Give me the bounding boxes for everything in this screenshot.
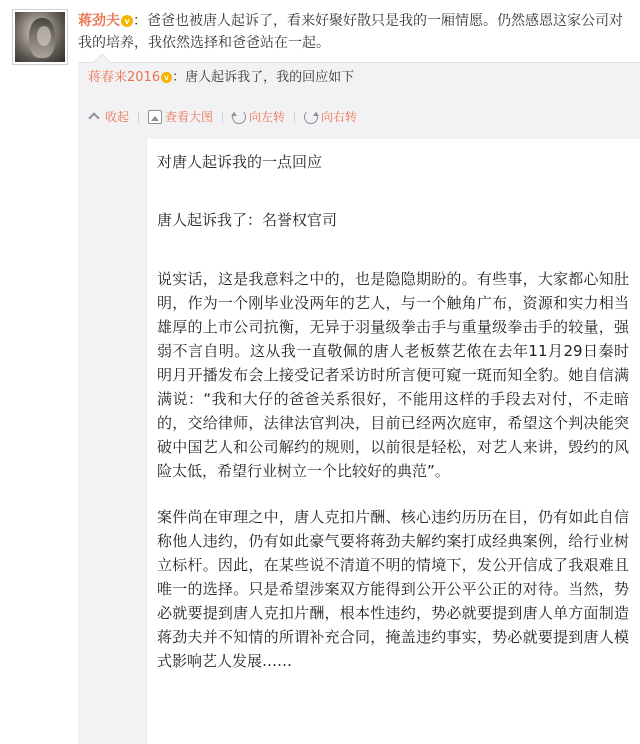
rotate-right-button[interactable] <box>304 107 357 127</box>
document-image[interactable] <box>146 139 640 744</box>
repost-pointer <box>94 54 111 71</box>
post-body <box>78 10 634 54</box>
view-large-label: 查看大图 <box>165 110 214 124</box>
collapse-label: 收起 <box>105 110 130 124</box>
document-title: 对唐人起诉我的一点回应 <box>157 153 323 171</box>
avatar[interactable] <box>12 9 68 65</box>
view-large-button[interactable] <box>148 107 213 127</box>
collapse-icon <box>88 110 102 124</box>
rotate-right-icon <box>304 110 318 124</box>
post-text: 爸爸也被唐人起诉了，看来好聚好散只是我的一厢情愿。仍然感恩这家公司对我的培养，我依然选择和爸爸站在一起。 <box>78 13 623 51</box>
repost-author-link[interactable]: 蒋春来2016 <box>88 70 161 85</box>
repost-panel <box>78 62 640 744</box>
collapse-button[interactable] <box>88 107 129 127</box>
v-badge-icon: v <box>161 72 172 83</box>
document-content <box>147 139 629 673</box>
rotate-left-icon <box>232 110 246 124</box>
rotate-left-button[interactable] <box>232 107 285 127</box>
toolbar-divider <box>222 111 223 123</box>
image-icon <box>148 110 162 124</box>
repost-colon: ： <box>172 70 186 85</box>
repost-text: 唐人起诉我了，我的回应如下 <box>185 70 355 85</box>
avatar-image <box>15 12 65 62</box>
document-paragraph: 案件尚在审理之中，唐人克扣片酬、核心违约历历在目，仍有如此自信称他人违约，仍有如此豪气要将蒋劲夫解约案打成经典案例，给行业树立标杆。因此，在某些说不清道不明的情境下，发公开信成了我艰难且唯一的选择。只是希望涉案双方能得到公开公平公正的对待。当然，势必就要提到唐人克扣片酬，根本性违约，势必就要提到唐人单方面制造蒋劲夫并不知情的所谓补充合同，掩盖违约事实，势必就要提到唐人模式影响艺人发展…… <box>157 508 629 670</box>
toolbar-divider <box>294 111 295 123</box>
toolbar-divider <box>138 111 139 123</box>
v-badge-icon: v <box>121 15 133 27</box>
image-toolbar <box>88 107 357 127</box>
rotate-right-label: 向右转 <box>321 110 358 124</box>
document-subtitle: 唐人起诉我了：名誉权官司 <box>157 211 338 229</box>
post-colon: ： <box>133 13 147 29</box>
repost-header <box>88 69 354 87</box>
rotate-left-label: 向左转 <box>249 110 286 124</box>
post-author-link[interactable]: 蒋劲夫 <box>78 13 120 29</box>
document-paragraph: 说实话，这是我意料之中的，也是隐隐期盼的。有些事，大家都心知肚明，作为一个刚毕业没两年的艺人，与一个触角广布，资源和实力相当雄厚的上市公司抗衡，无异于羽量级拳击手与重量级拳击手的较量，强弱不言自明。这从我一直敬佩的唐人老板蔡艺侬在去年11月29日秦时明月开播发布会上接受记者采访时所言便可窥一斑而知全豹。她自信满满说：“我和大仔的爸爸关系很好，不能用这样的手段去对付，不走暗的，交给律师，法律法官判决，目前已经两次庭审，希望这个判决能突破中国艺人和公司解约的规则，以前很是轻松，对艺人来讲，毁约的风险太低，希望行业树立一个比较好的典范”。 <box>157 270 629 480</box>
